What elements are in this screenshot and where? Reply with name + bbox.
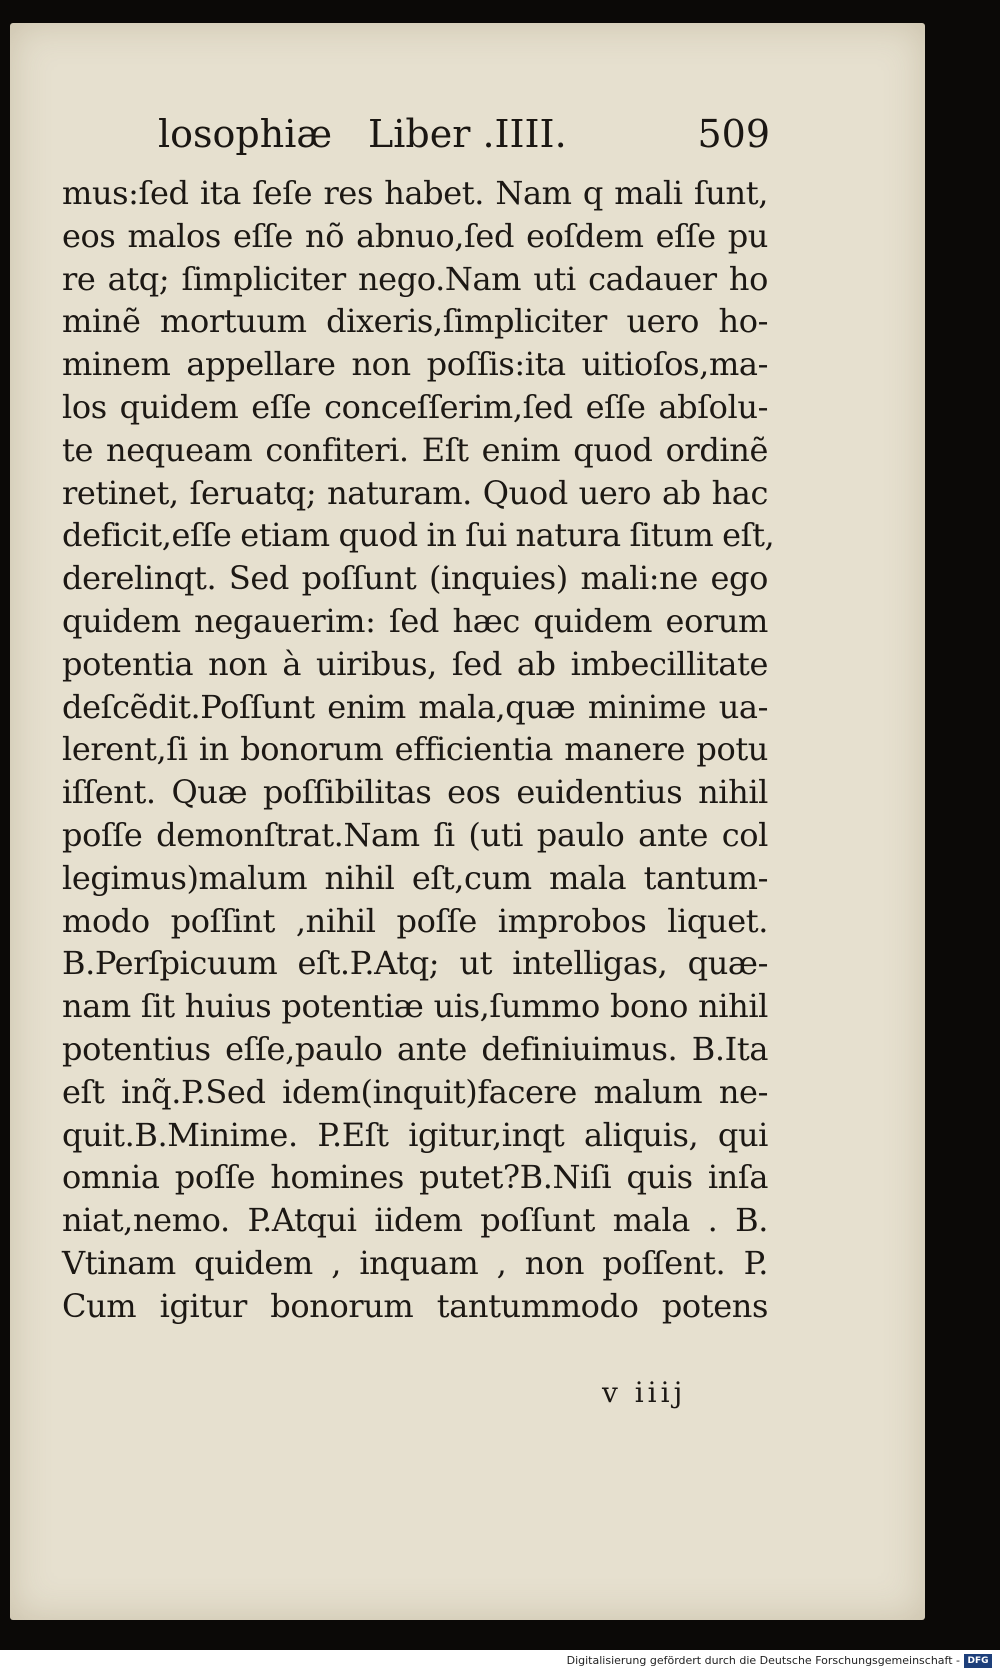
text-line: iſſent. Quæ poſſibilitas eos euidentius nihil	[62, 773, 768, 812]
text-line: mus:ſed ita ſeſe res habet. Nam q mali ſunt,	[62, 174, 768, 212]
text-line: quit.B.Minime. P.Eſt igitur,inqt aliquis, qui	[62, 1115, 768, 1154]
text-line: eos malos eſſe nõ abnuo,ſed eoſdem eſſe pu	[62, 216, 768, 255]
text-line: Cum igitur bonorum tantummodo potens	[62, 1286, 768, 1325]
text-line: potentia non à uiribus, ſed ab imbecillitate	[62, 644, 768, 683]
text-line: legimus)malum nihil eſt,cum mala tantum-	[62, 858, 768, 897]
running-header	[150, 112, 770, 172]
text-line: poſſe demonſtrat.Nam ſi (uti paulo ante col	[62, 815, 768, 854]
text-line: minem appellare non poſſis:ita uitioſos,ma-	[62, 345, 768, 384]
page-body-text	[62, 172, 775, 1328]
text-line: nam ſit huius potentiæ uis,ſummo bono nihil	[62, 987, 768, 1026]
text-line: retinet, ſeruatq; naturam. Quod uero ab hac	[62, 473, 768, 512]
text-line: te nequeam confiteri. Eſt enim quod ordinẽ	[62, 430, 768, 469]
dfg-logo[interactable]: DFG	[964, 1654, 992, 1668]
page-gutter-shadow	[925, 23, 990, 1620]
text-line: modo poſſint ,nihil poſſe improbos liquet.	[62, 901, 768, 940]
page-number: 509	[697, 112, 770, 156]
text-line: potentius eſſe,paulo ante definiuimus. B.Ita	[62, 1029, 768, 1068]
running-title: losophiæ	[158, 112, 333, 156]
signature-mark: v iiij	[602, 1376, 687, 1409]
text-line: deficit,eſſe etiam quod in ſui natura ſitum eſt,	[62, 516, 775, 555]
text-line: omnia poſſe homines putet?B.Niſi quis inſa	[62, 1158, 768, 1197]
text-line: niat,nemo. P.Atqui iidem poſſunt mala . B.	[62, 1201, 768, 1240]
digitization-credit: Digitalisierung gefördert durch die Deutsche Forschungsgemeinschaft -	[566, 1654, 960, 1667]
text-line: deſcẽdit.Poſſunt enim mala,quæ minime ua-	[62, 687, 768, 726]
text-line: Vtinam quidem , inquam , non poſſent. P.	[62, 1243, 768, 1282]
text-line: los quidem eſſe conceſſerim,ſed eſſe abſolu-	[62, 387, 768, 426]
text-line: minẽ mortuum dixeris,ſimpliciter uero ho-	[62, 302, 768, 341]
text-line: derelinqt. Sed poſſunt (inquies) mali:ne ego	[62, 559, 768, 598]
book-number: Liber .IIII.	[368, 112, 567, 156]
text-line: lerent,ſi in bonorum efficientia manere potu	[62, 730, 768, 769]
text-line: re atq; ſimpliciter nego.Nam uti cadauer ho	[62, 259, 768, 298]
text-line: eſt inq̃.P.Sed idem(inquit)facere malum ne-	[62, 1072, 768, 1111]
footer-bar	[0, 1650, 1000, 1673]
text-line: quidem negauerim: ſed hæc quidem eorum	[62, 601, 768, 640]
text-line: B.Perſpicuum eſt.P.Atq; ut intelligas, quæ-	[62, 944, 768, 983]
